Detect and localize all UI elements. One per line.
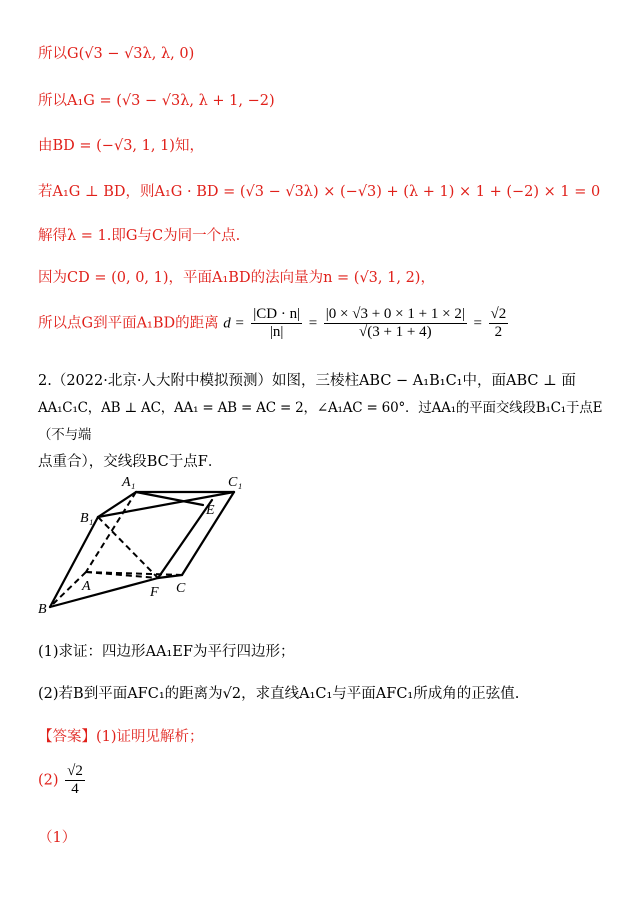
- problem-text-3: 点重合），交线段BC于点F．: [38, 454, 223, 470]
- edge-AF-dashed: [86, 572, 158, 578]
- edge-B1F-dashed: [98, 517, 158, 578]
- answer-fraction: $\frac{√2}{4}$: [67, 763, 83, 797]
- solution-line-4: 若A₁G ⊥ BD，则A₁G · BD = (√3 − √3λ) × (−√3) + (λ + 1) × 1 + (−2) × 1 = 0: [38, 184, 601, 200]
- label-A: A: [82, 579, 91, 594]
- problem-text-2: AA₁C₁C，AB ⊥ AC，AA₁ = AB = AC = 2，∠A₁AC = 60°．过AA₁的平面交线段B₁C₁于点E（不与端: [38, 400, 603, 443]
- prism-figure: [38, 470, 258, 620]
- solution-line-7: 所以点G到平面A₁BD的距离 d = $\frac{|CD \cdot n|}{|n|}$ = $\frac{|0 \times √3 + 0 \times 1 + 1 \times 2|}{√(3 + 1 + 4)}$ = $\frac{√2}{2}$: [38, 306, 507, 340]
- problem-statement: [38, 368, 604, 476]
- answer-line-1: [38, 725, 204, 746]
- label-C1: C₁: [228, 475, 243, 490]
- answer-line-2: [38, 763, 87, 798]
- answer-part-heading: （1）: [38, 830, 77, 846]
- distance-d: d =: [223, 315, 245, 332]
- question-1: (1)求证：四边形AA₁EF为平行四边形；: [38, 644, 295, 660]
- answer-part1: (1)证明见解析；: [96, 729, 204, 745]
- label-C: C: [176, 581, 186, 596]
- edge-BF: [50, 578, 158, 607]
- label-E: E: [206, 503, 215, 518]
- solution-line-3: 由BD = (−√3, 1, 1)知，: [38, 138, 204, 154]
- solution-line-1: 所以G(√3 − √3λ, λ, 0): [38, 46, 195, 62]
- label-F: F: [150, 585, 159, 600]
- edge-BB1: [50, 517, 98, 607]
- label-B1: B₁: [80, 511, 94, 526]
- question-2: (2)若B到平面AFC₁的距离为√2，求直线A₁C₁与平面AFC₁所成角的正弦值.: [38, 686, 520, 702]
- problem-text-1: 2.（2022·北京·人大附中模拟预测）如图，三棱柱ABC − A₁B₁C₁中，面ABC ⊥ 面: [38, 373, 576, 389]
- solution-line-6: 因为CD = (0, 0, 1)，平面A₁BD的法向量为n = (√3, 1, 2)，: [38, 270, 435, 286]
- distance-fraction-2: $\frac{|0 \times √3 + 0 \times 1 + 1 \times 2|}{√(3 + 1 + 4)}$: [325, 306, 465, 340]
- label-A1: A₁: [122, 475, 136, 490]
- distance-fraction-3: $\frac{√2}{2}$: [490, 306, 507, 340]
- solution-line-5: 解得λ = 1.即G与C为同一个点.: [38, 228, 241, 244]
- distance-fraction-1: $\frac{|CD \cdot n|}{|n|}$: [253, 306, 301, 340]
- answer-part2-prefix: (2): [38, 772, 59, 789]
- solution-line-2: 所以A₁G = (√3 − √3λ, λ + 1, −2): [38, 93, 275, 109]
- answer-tag: 【答案】: [38, 729, 96, 745]
- edge-AA1-dashed: [86, 492, 136, 572]
- label-B: B: [38, 602, 47, 617]
